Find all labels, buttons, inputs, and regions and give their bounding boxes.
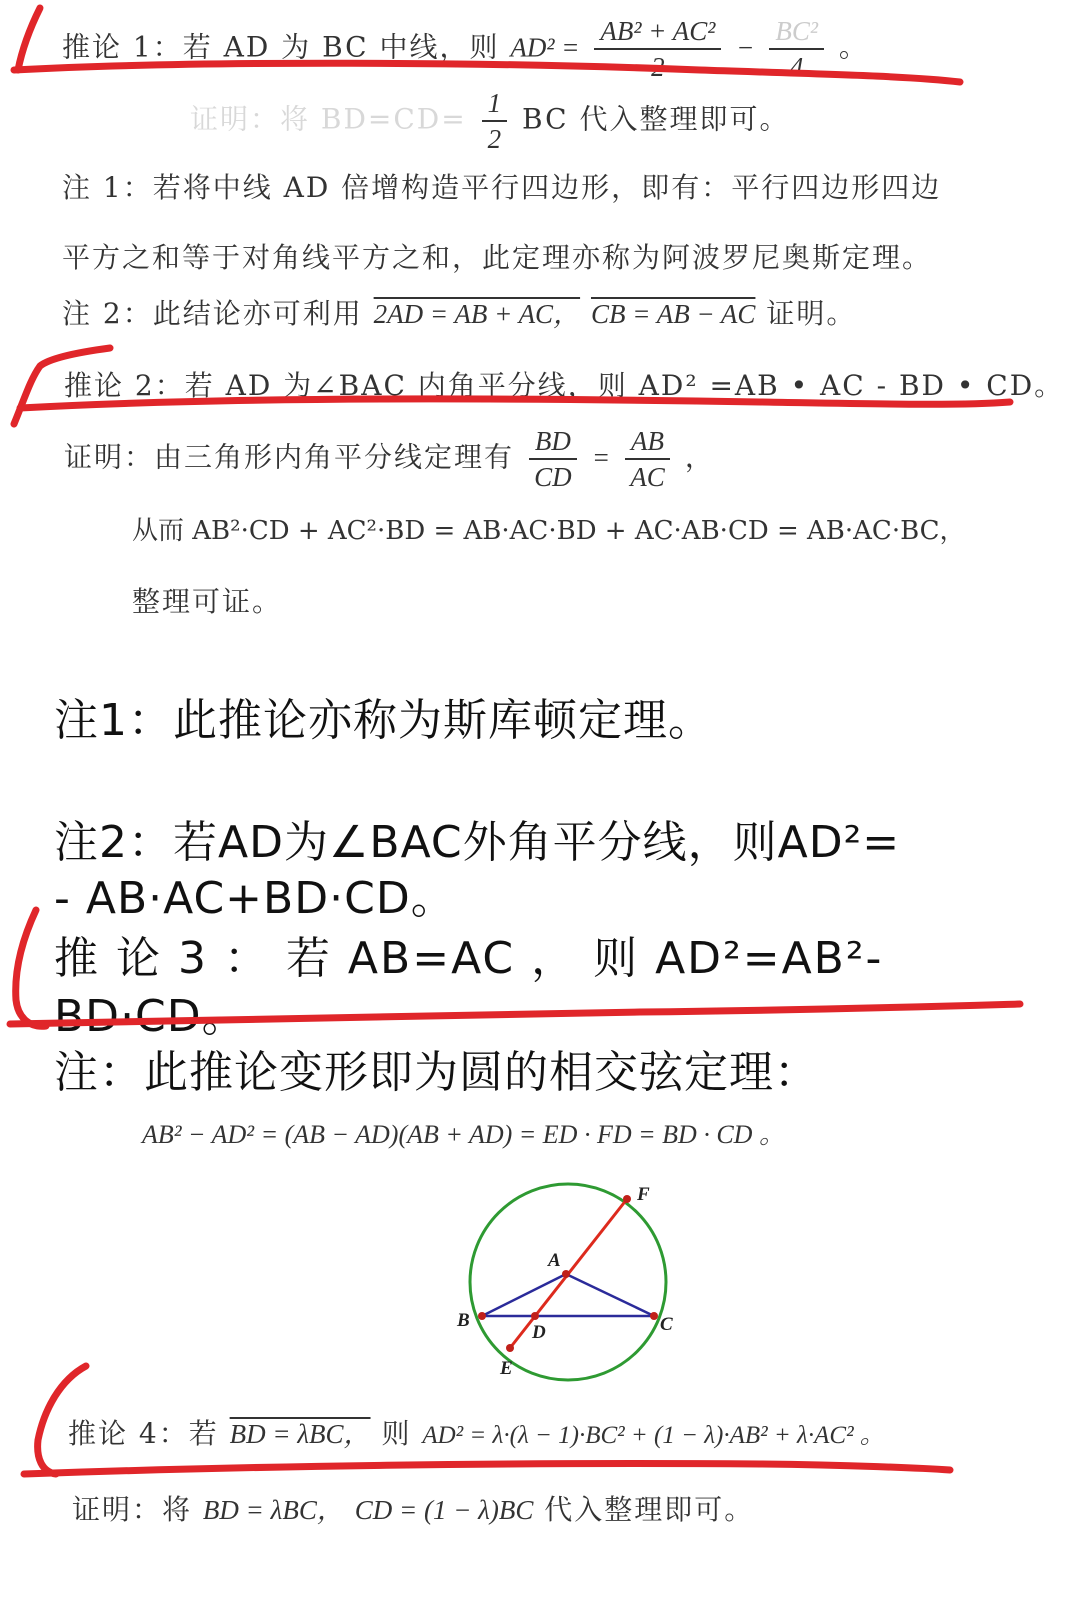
- chord-formula: AB² − AD² = (AB − AD)(AB + AD) = ED · FD = BD · CD 。: [142, 1120, 785, 1149]
- label-d: D: [532, 1322, 546, 1343]
- point-e: [506, 1344, 514, 1352]
- label-f: F: [637, 1184, 650, 1205]
- note-2-vector-2: CB = AB − AC: [590, 299, 756, 329]
- corollary-4: 推论 4：若 BD = λBC， 则 AD² = λ·(λ − 1)·BC² + (1 − λ)·AB² + λ·AC² 。: [68, 1417, 885, 1450]
- note-1-line-1: 注 1：若将中线 AD 倍增构造平行四边形，即有：平行四边形四边: [62, 171, 942, 204]
- corollary-1-fraction-1: $\frac{\text{AB² + AC²}}{2}$: [594, 14, 721, 84]
- corollary-1: 推论 1：若 AD 为 BC 中线，则 AD² = $\frac{\text{AB² + AC²}}{2}$ − $\frac{\text{BC²}}{4}$ 。: [62, 16, 869, 82]
- proof-4: 证明：将 BD = λBC， CD = (1 − λ)BC 代入整理即可。: [72, 1493, 755, 1526]
- corollary-4-vector: BD = λBC，: [229, 1419, 371, 1449]
- proof-2-line-3: 整理可证。: [132, 585, 283, 618]
- label-e: E: [500, 1358, 513, 1379]
- note-1-line-2: 平方之和等于对角线平方之和，此定理亦称为阿波罗尼奥斯定理。: [62, 241, 933, 274]
- point-c: [650, 1312, 658, 1320]
- proof-2-fraction-2: $\frac{AB}{AC}$: [625, 424, 670, 494]
- corollary-3-line-1: 推 论 3 ： 若 AB=AC ， 则 AD²=AB²-: [54, 933, 884, 984]
- corollary-2: 推论 2：若 AD 为∠BAC 内角平分线，则 AD² =AB • AC - BD • CD。: [64, 369, 1065, 402]
- point-b: [478, 1312, 486, 1320]
- label-b: B: [457, 1310, 470, 1331]
- proof-1-faded-text: 证明：将 BD=CD=: [190, 102, 467, 136]
- diagram-side-ac: [566, 1274, 654, 1316]
- big-note-2-line-1: 注2：若AD为∠BAC外角平分线，则AD²=: [54, 817, 901, 868]
- label-c: C: [660, 1314, 673, 1335]
- corollary-1-fraction-2: $\frac{\text{BC²}}{4}$: [769, 14, 824, 84]
- corollary-1-lhs: AD² =: [510, 32, 580, 63]
- proof-2-fraction-1: $\frac{BD}{CD}$: [529, 424, 577, 494]
- proof-1-text: BC 代入整理即可。: [522, 102, 790, 136]
- big-note-3: 注：此推论变形即为圆的相交弦定理：: [54, 1047, 819, 1098]
- big-note-1: 注1：此推论亦称为斯库顿定理。: [54, 695, 713, 746]
- corollary-4-formula: AD² = λ·(λ − 1)·BC² + (1 − λ)·AB² + λ·AC² 。: [422, 1422, 885, 1449]
- point-d: [531, 1312, 539, 1320]
- label-a: A: [548, 1250, 561, 1271]
- diagram-circle: [470, 1184, 666, 1380]
- point-a: [562, 1270, 570, 1278]
- big-note-2-line-2: - AB·AC+BD·CD。: [54, 873, 456, 924]
- note-2-vector-1: 2AD = AB + AC，: [373, 299, 581, 329]
- corollary-3-line-2: BD·CD。: [54, 991, 247, 1042]
- proof-1-fraction: $\frac{1}{2}$: [482, 86, 508, 156]
- corollary-1-text: 推论 1：若 AD 为 BC 中线，则: [62, 30, 500, 64]
- proof-2-line-2: 从而 AB²·CD + AC²·BD = AB·AC·BD + AC·AB·CD = AB·AC·BC，: [132, 516, 966, 546]
- point-f: [623, 1195, 631, 1203]
- note-2: 注 2：此结论亦可利用 2AD = AB + AC， CB = AB − AC 证明。: [62, 297, 857, 330]
- proof-2: 证明：由三角形内角平分线定理有 $\frac{BD}{CD}$ = $\frac{AB}{AC}$ ，: [64, 426, 715, 492]
